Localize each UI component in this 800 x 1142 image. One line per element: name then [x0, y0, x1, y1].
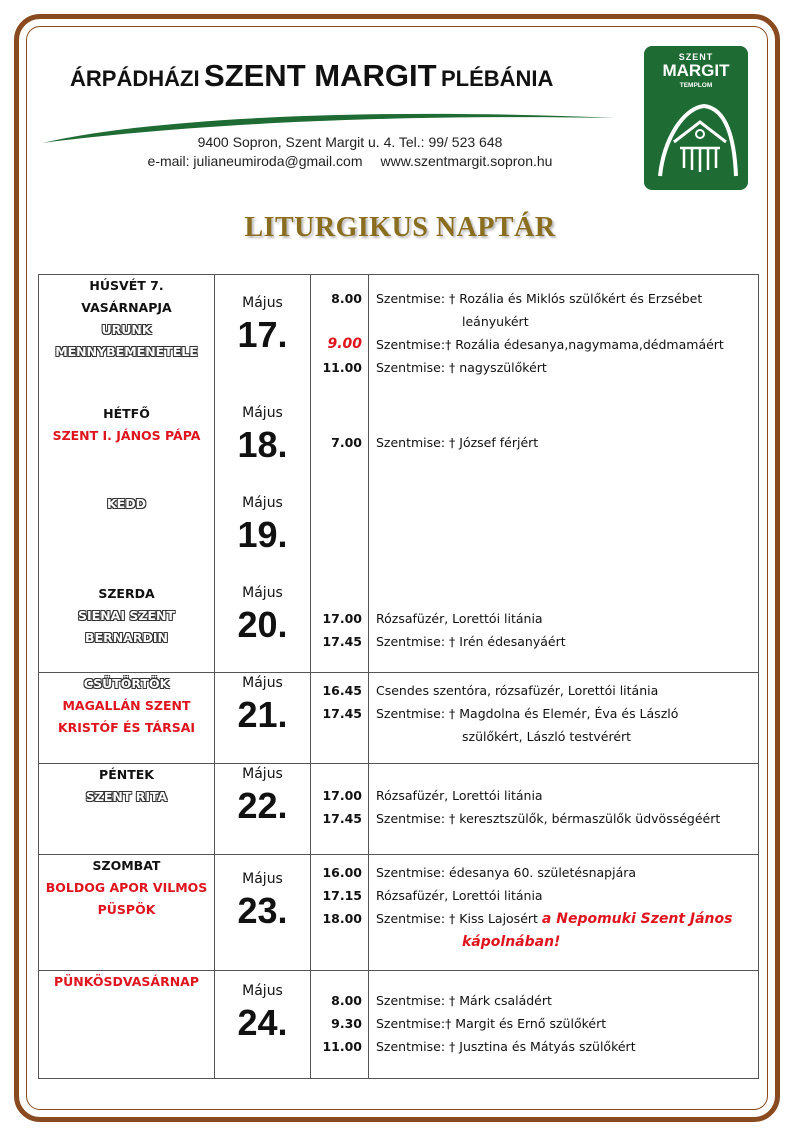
- mass-time: 11.00: [322, 360, 362, 375]
- day-cell: [39, 855, 215, 971]
- contact-info: [110, 133, 590, 171]
- day-cell: [39, 493, 215, 583]
- day-name: PÉNTEK: [99, 767, 154, 782]
- event-text: Rózsafüzér, Lorettói litánia: [376, 788, 543, 803]
- address-line: 9400 Sopron, Szent Margit u. 4. Tel.: 99/ 523 648: [197, 134, 503, 150]
- events-cell: [369, 403, 759, 493]
- day-cell: [39, 673, 215, 764]
- website-link[interactable]: www.szentmargit.sopron.hu: [380, 153, 553, 169]
- event-text: Szentmise:† Margit és Ernő szülőkért: [376, 1016, 607, 1031]
- events-cell: [369, 493, 759, 583]
- mass-time: 17.15: [322, 888, 362, 903]
- event-text: Szentmise:† Rozália édesanya,nagymama,dédmamáért: [376, 337, 724, 352]
- calendar-heading: LITURGIKUS NAPTÁR: [244, 212, 556, 243]
- events-cell: [369, 855, 759, 971]
- day-name: CSÜTÖRTÖK: [83, 676, 170, 691]
- table-row: [39, 493, 759, 583]
- day-name: VASÁRNAPJA: [81, 300, 172, 315]
- mass-time: 16.45: [322, 683, 362, 698]
- table-row: [39, 275, 759, 403]
- day-name: HÉTFŐ: [103, 405, 150, 421]
- times-cell: [311, 275, 369, 403]
- feast-name: URUNK: [101, 322, 152, 337]
- event-text: Szentmise: † József férjért: [376, 434, 539, 450]
- day-number: 20.: [237, 603, 288, 645]
- day-number: 23.: [237, 890, 288, 931]
- mass-time: 17.45: [322, 811, 362, 826]
- events-cell: [369, 275, 759, 403]
- feast-name: BOLDOG APOR VILMOS: [45, 880, 208, 895]
- email-text: e-mail: julianeumiroda@gmail.com: [147, 153, 363, 169]
- day-cell: [39, 275, 215, 403]
- mass-time: 17.45: [322, 706, 362, 721]
- month-label: Május: [242, 404, 283, 421]
- times-cell: [311, 764, 369, 855]
- feast-name: MENNYBEMENETELE: [55, 344, 198, 359]
- mass-time: 9.30: [331, 1016, 362, 1031]
- title-main: SZENT MARGIT: [204, 58, 437, 93]
- event-text: Szentmise: † Rozália és Miklós szülőkért és Erzsébet: [376, 291, 703, 306]
- event-location: kápolnában!: [462, 934, 561, 950]
- event-text: Szentmise: édesanya 60. születésnapjára: [376, 865, 637, 880]
- table-row: [39, 673, 759, 764]
- feast-name: PÜSPÖK: [97, 902, 156, 917]
- day-cell: [39, 583, 215, 673]
- times-cell: [311, 971, 369, 1079]
- church-logo: [644, 46, 748, 190]
- mass-time: 18.00: [322, 911, 362, 926]
- mass-time: 8.00: [331, 993, 362, 1008]
- events-cell: [369, 673, 759, 764]
- date-cell: [215, 493, 311, 583]
- feast-name: MAGALLÁN SZENT: [62, 698, 191, 713]
- feast-name: SZENT RITA: [85, 789, 168, 804]
- mass-time: 9.00: [327, 336, 362, 352]
- web-line: [110, 152, 590, 171]
- mass-time: 16.00: [322, 865, 362, 880]
- event-text: Szentmise: † Jusztina és Mátyás szülőkért: [376, 1039, 636, 1054]
- month-label: Május: [242, 983, 283, 999]
- month-label: Május: [242, 494, 283, 511]
- day-number: 21.: [237, 694, 288, 735]
- title-prefix: ÁRPÁDHÁZI: [70, 66, 200, 91]
- parish-title: [70, 58, 610, 94]
- event-text: Csendes szentóra, rózsafüzér, Lorettói litánia: [376, 683, 659, 698]
- month-label: Május: [242, 295, 283, 311]
- day-name: HÚSVÉT 7.: [89, 278, 164, 293]
- feast-name: KRISTÓF ÉS TÁRSAI: [57, 720, 196, 735]
- mass-time: 7.00: [331, 434, 362, 450]
- event-text: Szentmise: † Márk családért: [376, 993, 552, 1008]
- event-text: Rózsafüzér, Lorettói litánia: [376, 610, 543, 626]
- event-text: szülőkért, László testvérért: [462, 729, 632, 744]
- date-cell: [215, 764, 311, 855]
- mass-time: 17.00: [322, 610, 362, 626]
- times-cell: [311, 493, 369, 583]
- church-icon: [654, 98, 740, 186]
- event-text: Szentmise: † Irén édesanyáért: [376, 633, 566, 649]
- times-cell: [311, 673, 369, 764]
- day-number: 19.: [237, 513, 288, 555]
- event-text: Szentmise: † nagyszülőkért: [376, 360, 547, 375]
- mass-time: 17.00: [322, 788, 362, 803]
- event-text: Szentmise: † Kiss Lajosért: [376, 911, 538, 926]
- logo-line2: MARGIT: [662, 61, 730, 80]
- day-cell: [39, 971, 215, 1079]
- event-text: Szentmise: † Magdolna és Elemér, Éva és László: [376, 706, 679, 721]
- day-cell: [39, 403, 215, 493]
- event-text: leányukért: [462, 314, 529, 329]
- day-name: SZERDA: [98, 585, 155, 601]
- event-text: Rózsafüzér, Lorettói litánia: [376, 888, 543, 903]
- feast-name: BERNARDIN: [85, 629, 168, 645]
- events-cell: [369, 764, 759, 855]
- day-name: KEDD: [107, 495, 146, 511]
- liturgical-calendar-table: [38, 274, 759, 1079]
- event-text: Szentmise: † keresztszülők, bérmaszülők üdvösségéért: [376, 811, 721, 826]
- event-location: a Nepomuki Szent János: [541, 911, 733, 927]
- table-row: [39, 855, 759, 971]
- month-label: Május: [242, 675, 283, 691]
- month-label: Május: [242, 871, 283, 887]
- table-row: [39, 403, 759, 493]
- times-cell: [311, 583, 369, 673]
- times-cell: [311, 855, 369, 971]
- title-suffix: PLÉBÁNIA: [440, 66, 554, 91]
- date-cell: [215, 855, 311, 971]
- table-row: [39, 971, 759, 1079]
- day-number: 18.: [237, 423, 288, 465]
- table-row: [39, 583, 759, 673]
- table-row: [39, 764, 759, 855]
- times-cell: [311, 403, 369, 493]
- mass-time: 11.00: [322, 1039, 362, 1054]
- day-number: 17.: [237, 314, 288, 355]
- date-cell: [215, 403, 311, 493]
- logo-line1: SZENT: [678, 52, 714, 62]
- logo-line3: TEMPLOM: [679, 82, 713, 89]
- events-cell: [369, 971, 759, 1079]
- feast-name: SZENT I. JÁNOS PÁPA: [52, 427, 201, 443]
- events-cell: [369, 583, 759, 673]
- day-cell: [39, 764, 215, 855]
- date-cell: [215, 275, 311, 403]
- day-number: 24.: [237, 1002, 288, 1043]
- date-cell: [215, 583, 311, 673]
- month-label: Május: [242, 584, 283, 601]
- mass-time: 17.45: [322, 633, 362, 649]
- mass-time: 8.00: [331, 291, 362, 306]
- month-label: Május: [242, 766, 283, 782]
- feast-name: SIENAI SZENT: [78, 607, 175, 623]
- day-name: PÜNKÖSDVASÁRNAP: [53, 974, 199, 989]
- date-cell: [215, 673, 311, 764]
- date-cell: [215, 971, 311, 1079]
- day-number: 22.: [237, 785, 288, 826]
- day-name: SZOMBAT: [92, 858, 161, 873]
